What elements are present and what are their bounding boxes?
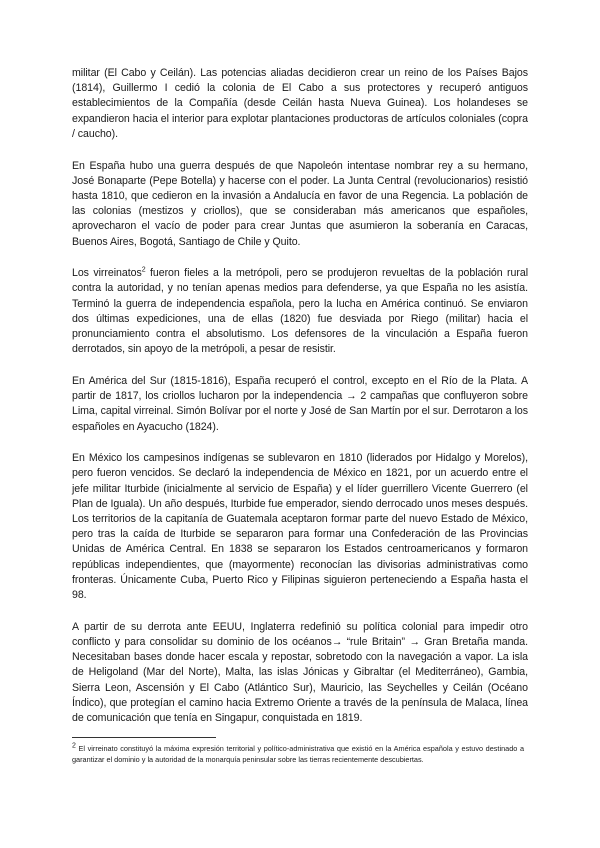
paragraph-lead: Los virreinatos [72,267,142,280]
footnote-reference: 2 [141,266,146,274]
footnote-text: El virreinato constituyó la máxima expresión territorial y político-administrativa que existió en la América española y estuvo destinado a garantizar el dominio y la autoridad de la monarquía peninsular sobre las tierras recientemente descubiertas. [72,744,524,764]
paragraph-spain-war: En España hubo una guerra después de que Napoleón intentase nombrar rey a su hermano, José Bonaparte (Pepe Botella) y hacerse con el poder. La Junta Central (revolucionarios) resistió hasta 1810, que cedieron en la invasión a Andalucía en favor de una Regencia. La población de las colonias (mestizos y criollos), que se consideraban más americanos que españoles, aprovecharon el vacío de poder para crear Juntas que asumieron la soberanía en Caracas, Buenos Aires, Bogotá, Santiago de Chile y Quito. [72,159,528,248]
paragraph-rest: fueron fieles a la metrópoli, pero se produjeron revueltas de la población rural contra la autoridad, y no tenían apenas medios para defenderse, ya que España no les asistía. Terminó la guerra de independencia española, pero la lucha en América continuó. Se enviaron dos últimas expediciones, una de ellas (1820) fue desviada por Riego (militar) hacia el pronunciamiento contra el absolutismo. Los defensores de la vinculación a España fueron derrotados, sin apoyo de la metrópoli, a pesar de resistir. [72,267,528,356]
paragraph-england: A partir de su derrota ante EEUU, Inglaterra redefinió su política colonial para impedir otro conflicto y para consolidar su dominio de los océanos→ “rule Britain” → Gran Bretaña manda. Necesitaban bases donde hacer escala y repostar, sobretodo con la navegación a vapor. La isla de Heligoland (Mar del Norte), Malta, las islas Jónicas y Gibraltar (el Mediterráneo), Gambia, Sierra Leon, Ascensión y El Cabo (Atlántico Sur), Mauricio, las Seychelles y Ceilán (Océano Índico), que protegían el camino hacia Extremo Oriente a través de la península de Malaca, línea de comunicación que tenía en Singapur, conquistada en 1819. [72,620,528,725]
paragraph-dutch-colonies: militar (El Cabo y Ceilán). Las potencias aliadas decidieron crear un reino de los Países Bajos (1814), Guillermo I cedió la colonia de El Cabo a sus protectores y recuperó antiguos establecimientos de la Compañía (desde Ceilán hasta Nueva Guinea). Los holandeses se expandieron hacia el interior para explotar plantaciones productoras de artículos coloniales (copra / caucho). [72,67,528,140]
document-body [72,66,528,743]
footnote-divider [72,737,216,738]
paragraph-viceroyalties [72,266,528,357]
footnote-marker: 2 [72,742,76,750]
paragraph-mexico: En México los campesinos indígenas se sublevaron en 1810 (liderados por Hidalgo y Morelos), pero fueron vencidos. Se declaró la independencia de México en 1821, por un acuerdo entre el jefe militar Iturbide (inicialmente al servicio de España) y el líder guerrillero Vicente Guerrero (el Plan de Iguala). Un año después, Iturbide fue emperador, siendo derrocado unos meses después. Los territorios de la capitanía de Guatemala aceptaron formar parte del nuevo Estado de México, pero tras la caída de Iturbide se separaron para formar una Confederación de las Provincias Unidas de América Central. En 1838 se separaron los Estados centroamericanos y formaron repúblicas independientes, que (mayormente) reconocían las divisorias administrativas como fronteras. Únicamente Cuba, Puerto Rico y Filipinas siguieron perteneciendo a España hasta el 98. [72,452,528,602]
footnote [72,743,524,765]
paragraph-south-america: En América del Sur (1815-1816), España recuperó el control, excepto en el Río de la Plata. A partir de 1817, los criollos lucharon por la independencia → 2 campañas que confluyeron sobre Lima, capital virreinal. Simón Bolívar por el norte y José de San Martín por el sur. Derrotaron a los españoles en Ayacucho (1824). [72,374,528,433]
